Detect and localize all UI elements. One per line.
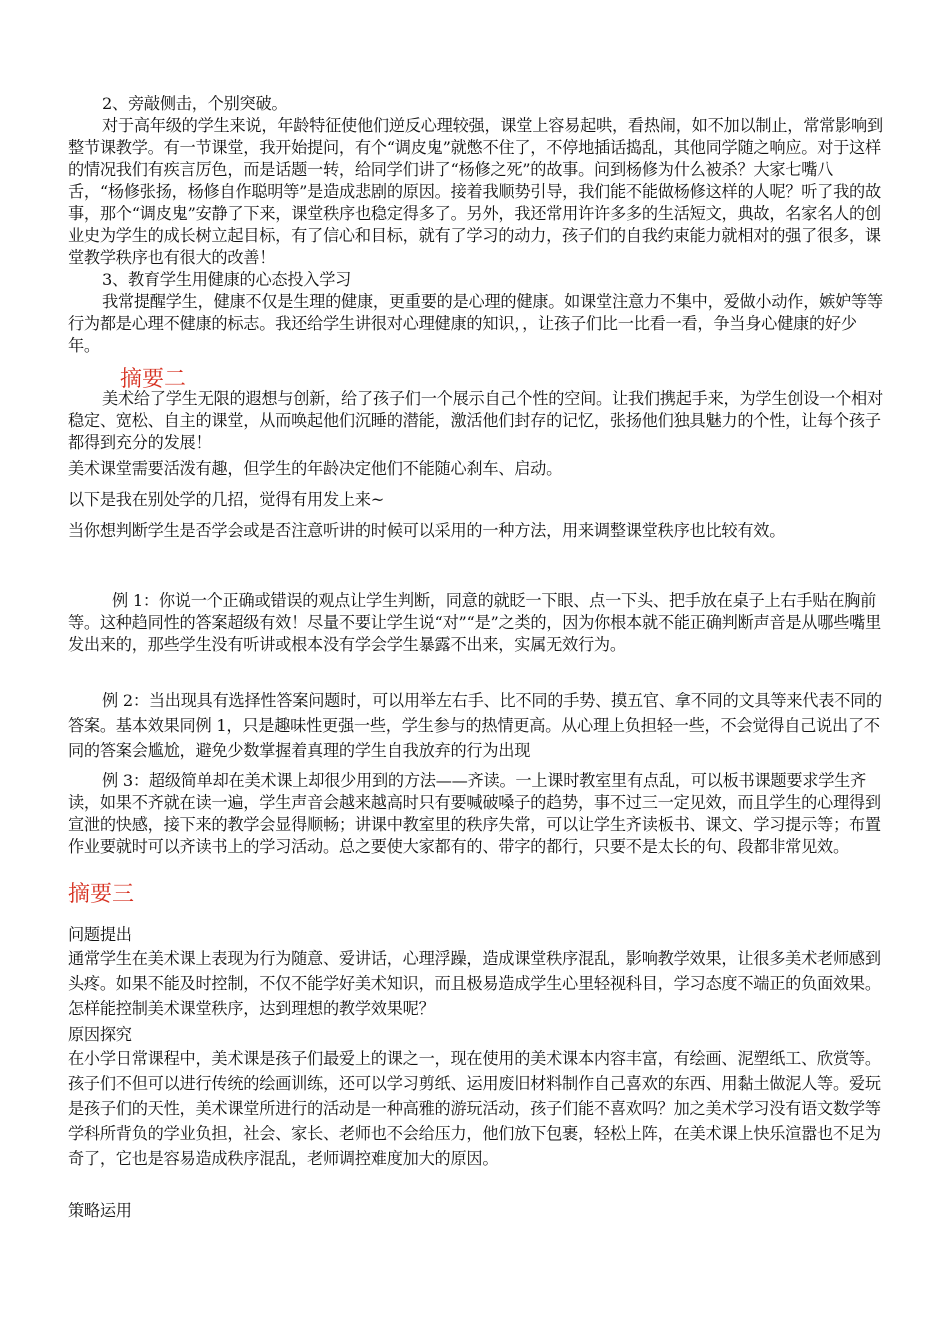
summary-two-title: 摘要二 [120, 367, 187, 392]
example-2: 例 2：当出现具有选择性答案问题时，可以用举左右手、比不同的手势、摸五官、拿不同的文具等来代表不同的答案。基本效果同例 1，只是趣味性更强一些，学生参与的热情更高。从心理上负担轻一些，不会觉得自己说出了不同的答案会尴尬，避免少数掌握着真理的学生自我放弃的行为出现 [68, 691, 882, 760]
paragraph-judge-method: 当你想判断学生是否学会或是否注意听讲的时候可以采用的一种方法，用来调整课堂秩序也比较有效。 [68, 521, 786, 540]
label-cause: 原因探究 [68, 1025, 132, 1044]
example-3: 例 3：超级简单却在美术课上却很少用到的方法——齐读。一上课时教室里有点乱，可以板书课题要求学生齐读，如果不齐就在读一遍，学生声音会越来越高时只有要喊破嗓子的趋势，事不过三一定见效，而且学生的心理得到宣泄的快感，接下来的教学会显得顺畅；讲课中教室里的秩序失常，可以让学生齐读板书、课文、学习提示等；布置作业要就时可以齐读书上的学习活动。总之要使大家都有的、带字的都行，只要不是太长的句、段都非常见效。 [68, 771, 881, 856]
paragraph-mental-health: 我常提醒学生，健康不仅是生理的健康，更重要的是心理的健康。如课堂注意力不集中，爱做小动作，嫉妒等等行为都是心理不健康的标志。我还给学生讲很对心理健康的知识，，让孩子们比一比看一看，争当身心健康的好少年。 [68, 292, 883, 355]
heading-2-side-approach: 2、旁敲侧击，个别突破。 [102, 94, 288, 113]
example-1: 例 1：你说一个正确或错误的观点让学生判断，同意的就眨一下眼、点一下头、把手放在桌子上右手贴在胸前等。这种趋同性的答案超级有效！尽量不要让学生说“对”“是”之类的，因为你根本就不能正确判断声音是从哪些嘴里发出来的，那些学生没有听讲或根本没有学会学生暴露不出来，实属无效行为。 [68, 591, 882, 654]
paragraph-cause: 在小学日常课程中，美术课是孩子们最爱上的课之一，现在使用的美术课本内容丰富，有绘画、泥塑纸工、欣赏等。孩子们不但可以进行传统的绘画训练，还可以学习剪纸、运用废旧材料制作自己喜欢的东西、用黏土做泥人等。爱玩是孩子们的天性，美术课堂所进行的活动是一种高雅的游玩活动，孩子们能不喜欢吗？加之美术学习没有语文数学等学科所背负的学业负担，社会、家长、老师也不会给压力，他们放下包裹，轻松上阵，在美术课上快乐渲嚣也不足为奇了，它也是容易造成秩序混乱，老师调控难度加大的原因。 [68, 1049, 881, 1168]
heading-3-healthy-mindset: 3、教育学生用健康的心态投入学习 [102, 270, 352, 289]
summary-three-title: 摘要三 [68, 882, 135, 907]
label-problem: 问题提出 [68, 925, 132, 944]
paragraph-problem: 通常学生在美术课上表现为行为随意、爱讲话，心理浮躁，造成课堂秩序混乱，影响教学效果，让很多美术老师感到头疼。如果不能及时控制，不仅不能学好美术知识，而且极易造成学生心里轻视科目，学习态度不端正的负面效果。怎样能控制美术课堂秩序，达到理想的教学效果呢？ [68, 949, 881, 1018]
paragraph-art-imagination: 美术给了学生无限的遐想与创新，给了孩子们一个展示自己个性的空间。让我们携起手来，为学生创设一个相对稳定、宽松、自主的课堂，从而唤起他们沉睡的潜能，激活他们封存的记忆，张扬他们独具魅力的个性，让每个孩子都得到充分的发展！ [68, 389, 883, 452]
label-strategy: 策略运用 [68, 1201, 132, 1220]
paragraph-tips-intro: 以下是我在别处学的几招，觉得有用发上来~ [68, 490, 385, 509]
paragraph-high-grade-students: 对于高年级的学生来说，年龄特征使他们逆反心理较强，课堂上容易起哄，看热闹，如不加以制止，常常影响到整节课教学。有一节课堂，我开始提问，有个“调皮鬼”就憋不住了，不停地插话捣乱，其他同学随之响应。对于这样的情况我们有疾言厉色，而是话题一转，给同学们讲了“杨修之死”的故事。问到杨修为什么被杀？大家七嘴八舌，“杨修张扬，杨修自作聪明等”是造成悲剧的原因。接着我顺势引导，我们能不能做杨修这样的人呢？听了我的故事，那个“调皮鬼”安静了下来，课堂秩序也稳定得多了。另外，我还常用许许多多的生活短文，典故，名家名人的创业史为学生的成长树立起目标，有了信心和目标，就有了学习的动力，孩子们的自我约束能力就相对的强了很多，课堂教学秩序也有很大的改善！ [68, 116, 883, 267]
paragraph-lively-class: 美术课堂需要活泼有趣，但学生的年龄决定他们不能随心刹车、启动。 [68, 459, 563, 478]
